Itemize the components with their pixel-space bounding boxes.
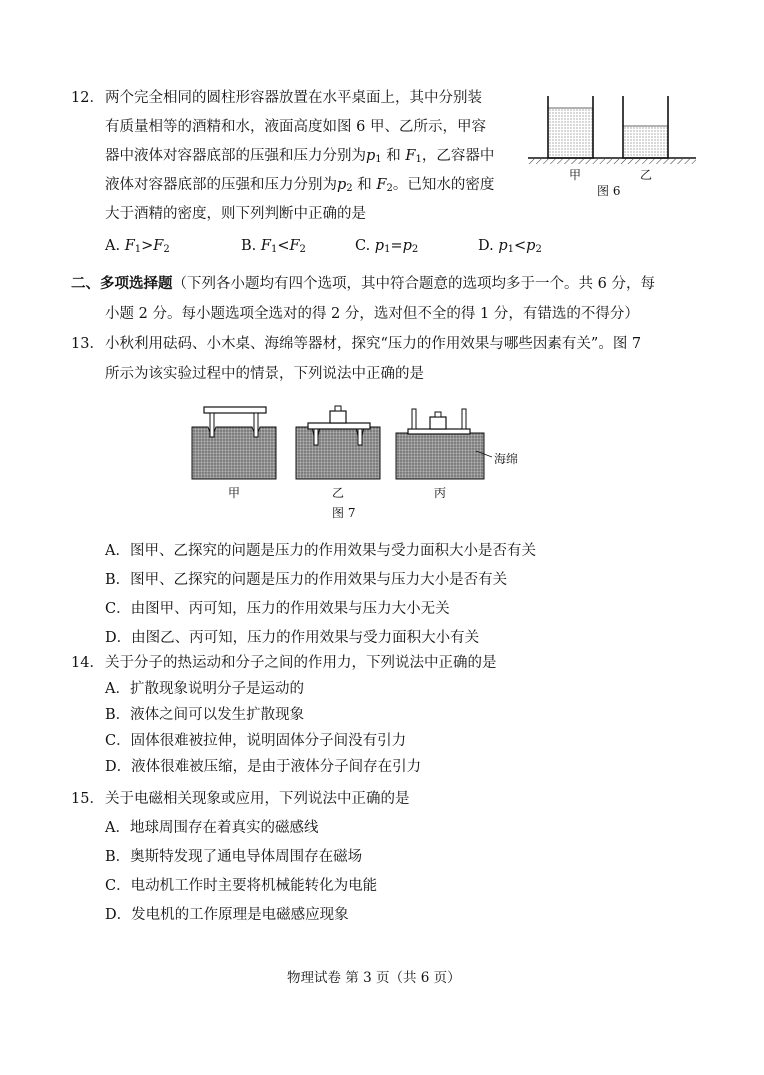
q14-option-c: C．固体很难被拉伸，说明固体分子间没有引力 (105, 733, 407, 749)
q12-number: 12． (71, 90, 104, 106)
sponge-jia (192, 407, 276, 479)
q15-option-a: A．地球周围存在着真实的磁感线 (105, 820, 319, 836)
q13-number: 13． (71, 336, 104, 352)
q12-option-b: B. $F_1<F_2$ (241, 238, 306, 255)
q13-stem-line-1: 小秋利用砝码、小木桌、海绵等器材，探究“压力的作用效果与哪些因素有关”。图 7 (105, 336, 642, 352)
q14-option-d: D．液体很难被压缩，是由于液体分子间存在引力 (105, 759, 422, 775)
q13-stem-line-2: 所示为该实验过程中的情景，下列说法中正确的是 (105, 366, 424, 382)
figure-6-caption: 图 6 (597, 184, 621, 198)
sponge-bing (396, 409, 492, 479)
tabletop-bing (408, 429, 470, 434)
q15-number: 15． (71, 791, 104, 807)
weight-yi (330, 411, 346, 423)
container-jia-liquid (548, 108, 593, 158)
figure-7-label-jia: 甲 (228, 486, 241, 500)
figure-7-label-yi: 乙 (332, 486, 345, 500)
figure-7-caption: 图 7 (332, 506, 356, 520)
figure-6-containers (528, 94, 698, 166)
q15-option-d: D．发电机的工作原理是电磁感应现象 (105, 907, 349, 923)
page-footer: 物理试卷 第 3 页（共 6 页） (287, 970, 461, 986)
q13-option-d: D．由图乙、丙可知，压力的作用效果与受力面积大小有关 (105, 630, 480, 646)
figure-6-label-jia: 甲 (569, 168, 582, 182)
weight-bing (430, 417, 446, 429)
q12-option-a: A. $F_1>F_2$ (105, 238, 170, 255)
q14-option-b: B．液体之间可以发生扩散现象 (105, 707, 305, 723)
q15-option-b: B．奥斯特发现了通电导体周围存在磁场 (105, 849, 363, 865)
q14-number: 14． (71, 655, 104, 671)
figure-7-sponge-experiment (190, 403, 500, 483)
figure-7-sponge-label: 海绵 (494, 452, 519, 466)
container-yi-liquid (623, 126, 668, 158)
section-2-heading-line-2: 小题 2 分。每小题选项全选对的得 2 分，选对但不全的得 1 分，有错选的不得分） (105, 306, 639, 322)
q14-stem: 关于分子的热运动和分子之间的作用力，下列说法中正确的是 (105, 655, 497, 671)
q13-option-c: C．由图甲、丙可知，压力的作用效果与压力大小无关 (105, 601, 450, 617)
q15-stem: 关于电磁相关现象或应用，下列说法中正确的是 (105, 791, 410, 807)
q12-option-d: D. $p_1<p_2$ (478, 238, 542, 255)
q13-option-b: B．图甲、乙探究的问题是压力的作用效果与压力大小是否有关 (105, 572, 508, 588)
figure-6-label-yi: 乙 (640, 168, 653, 182)
tabletop-jia (204, 407, 266, 413)
q14-option-a: A．扩散现象说明分子是运动的 (105, 681, 304, 697)
sponge-yi (296, 406, 380, 479)
figure-7-label-bing: 丙 (434, 486, 447, 500)
q13-option-a: A．图甲、乙探究的问题是压力的作用效果与受力面积大小是否有关 (105, 543, 536, 559)
q12-option-c: C. $p_1=p_2$ (355, 238, 419, 255)
section-2-heading-line-1: 二、多项选择题（下列各小题均有四个选项，其中符合题意的选项均多于一个。共 6 分，每 (71, 275, 655, 292)
q15-option-c: C．电动机工作时主要将机械能转化为电能 (105, 878, 378, 894)
q12-line-4: 液体对容器底部的压强和压力分别为$p_2$ 和 $F_2$。已知水的密度 (105, 177, 495, 194)
tabletop-yi (308, 423, 370, 429)
q12-line-2: 有质量相等的酒精和水，液面高度如图 6 甲、乙所示，甲容 (105, 119, 486, 135)
q12-line-5: 大于酒精的密度，则下列判断中正确的是 (105, 206, 366, 222)
q12-line-3: 器中液体对容器底部的压强和压力分别为$p_1$ 和 $F_1$，乙容器中 (105, 148, 495, 165)
q12-line-1: 两个完全相同的圆柱形容器放置在水平桌面上，其中分别装 (105, 90, 482, 106)
